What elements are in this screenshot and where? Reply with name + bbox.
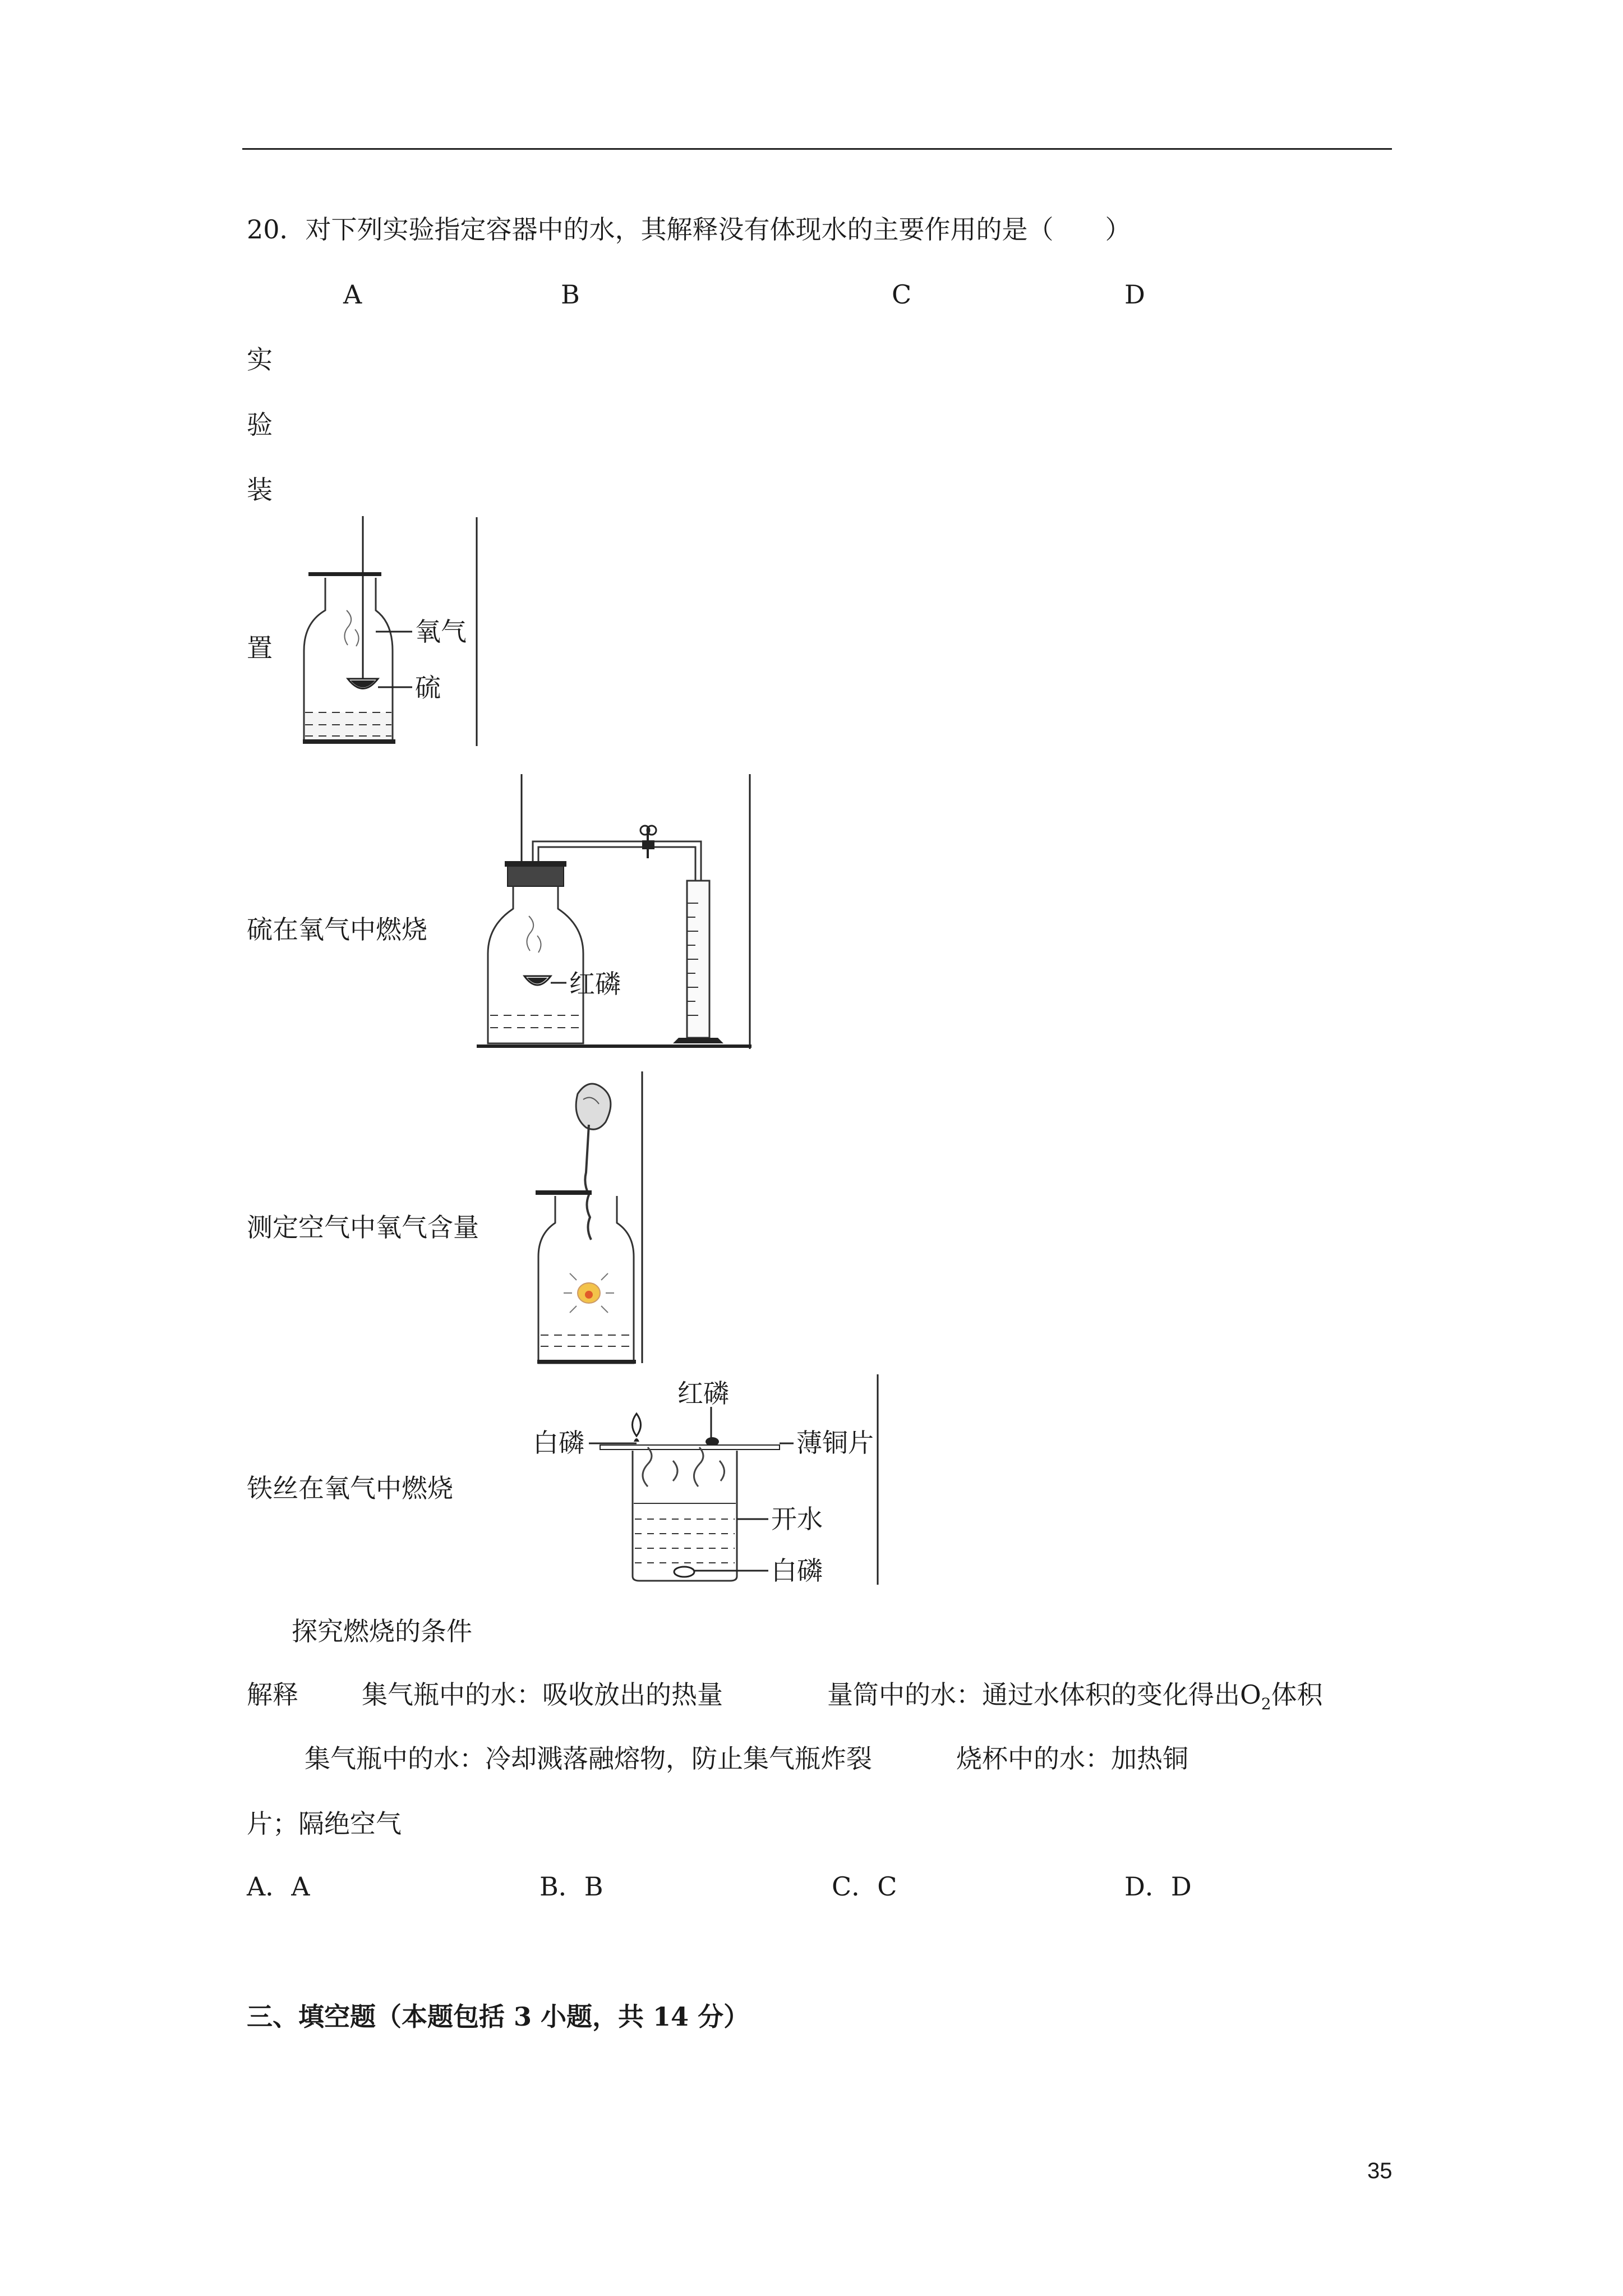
- label-copper-sheet: 薄铜片: [796, 1428, 874, 1458]
- figure-combustion-conditions: [533, 1374, 880, 1588]
- experiment-a-title: 硫在氧气中燃烧: [247, 914, 427, 945]
- label-red-phosphorus-top: 红磷: [677, 1378, 729, 1409]
- header-rule: [242, 148, 1392, 150]
- explanation-label: 解释: [247, 1680, 298, 1710]
- experiment-c-title: 铁丝在氧气中燃烧: [247, 1473, 453, 1503]
- column-letter-d: D: [1124, 279, 1145, 310]
- column-letter-a: A: [343, 279, 362, 310]
- explanation-d-line2: 片；隔绝空气: [247, 1809, 402, 1839]
- option-c: C．C: [832, 1871, 897, 1902]
- option-a: A．A: [247, 1871, 310, 1902]
- explanation-a: 集气瓶中的水：吸收放出的热量: [362, 1680, 723, 1710]
- row-label-char: 装: [247, 475, 273, 505]
- figure-sulfur-in-oxygen: [297, 516, 488, 752]
- explanation-b: 量筒中的水：通过水体积的变化得出$O_2$体积: [827, 1680, 1323, 1714]
- experiment-d-title: 探究燃烧的条件: [292, 1616, 472, 1646]
- label-boiling-water: 开水: [771, 1504, 823, 1534]
- question-stem: 20．对下列实验指定容器中的水，其解释没有体现水的主要作用的是（ ）: [247, 214, 1131, 245]
- row-label-char: 实: [247, 344, 273, 375]
- option-d: D．D: [1124, 1871, 1192, 1902]
- section-heading: 三、填空题（本题包括 3 小题，共 14 分）: [247, 2001, 750, 2032]
- column-letter-b: B: [561, 279, 580, 310]
- label-sulfur: 硫: [415, 673, 441, 703]
- explanation-d-line1: 烧杯中的水：加热铜: [956, 1743, 1188, 1774]
- label-oxygen: 氧气: [415, 616, 467, 647]
- label-white-phosphorus-top: 白磷: [533, 1428, 584, 1458]
- figure-iron-wire: [533, 1071, 645, 1374]
- row-label-char: 置: [247, 633, 273, 663]
- label-white-phosphorus-water: 白磷: [771, 1556, 823, 1586]
- row-label-char: 验: [247, 409, 273, 440]
- column-letter-c: C: [892, 279, 912, 310]
- experiment-b-title: 测定空气中氧气含量: [247, 1212, 479, 1243]
- option-b: B．B: [540, 1871, 603, 1902]
- label-red-phosphorus: 红磷: [569, 969, 621, 999]
- page-number: 35: [1367, 2159, 1393, 2183]
- figure-oxygen-content: [477, 774, 751, 1055]
- explanation-c: 集气瓶中的水：冷却溅落融熔物，防止集气瓶炸裂: [305, 1743, 872, 1774]
